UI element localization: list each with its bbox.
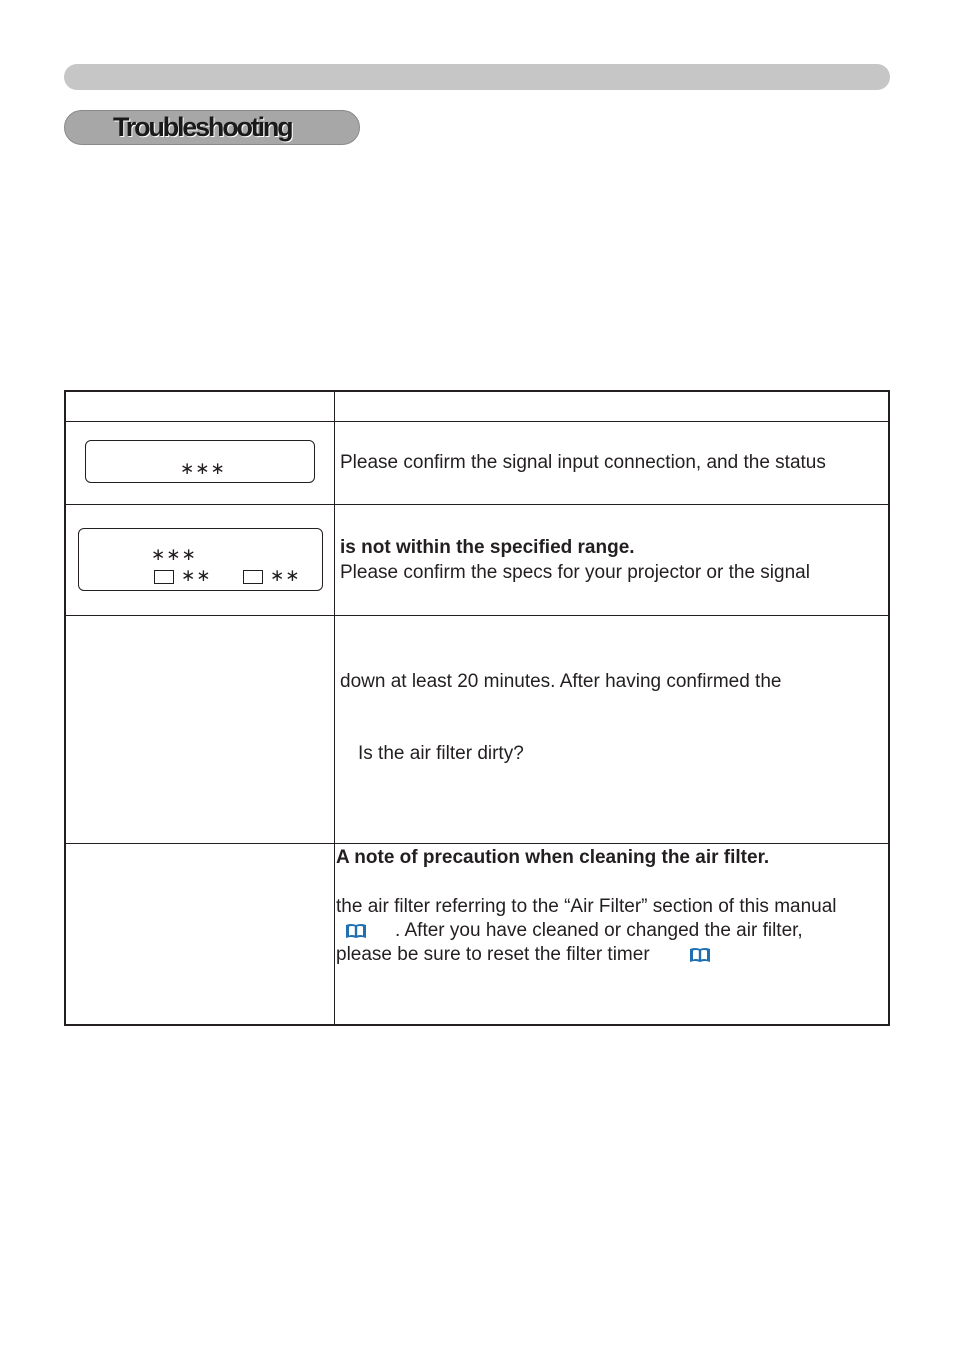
section-title-pill [64,110,360,145]
row3-line1: down at least 20 minutes. After having confirmed the [340,671,782,692]
row4-line3: please be sure to reset the filter timer [336,944,650,965]
checkbox-symbol [243,570,263,584]
message-value: ∗∗∗ [151,545,197,565]
column-divider [334,392,335,1024]
troubleshooting-table [64,390,890,1026]
book-reference-icon [689,946,711,964]
page-title: Troubleshooting [113,112,292,142]
sub-value-2: ∗∗ [270,566,301,586]
row2-description: Please confirm the specs for your projector or the signal [340,562,810,583]
row4-line2: . After you have cleaned or changed the air filter, [395,920,803,941]
message-box [78,528,323,591]
message-value: ∗∗∗ [180,459,226,479]
row-divider [66,615,888,616]
row-divider [66,504,888,505]
row4-line1: the air filter referring to the “Air Filter” section of this manual [336,896,837,917]
row2-description-bold: is not within the specified range. [340,537,635,558]
row3-line2: Is the air filter dirty? [358,743,524,764]
row1-description: Please confirm the signal input connection, and the status [340,452,826,473]
row4-heading: A note of precaution when cleaning the air filter. [336,847,770,868]
message-box [85,440,315,483]
header-bar [64,64,890,90]
sub-value-1: ∗∗ [181,566,212,586]
book-reference-icon [345,922,367,940]
header-row-divider [66,421,888,422]
row-divider [66,843,888,844]
checkbox-symbol [154,570,174,584]
